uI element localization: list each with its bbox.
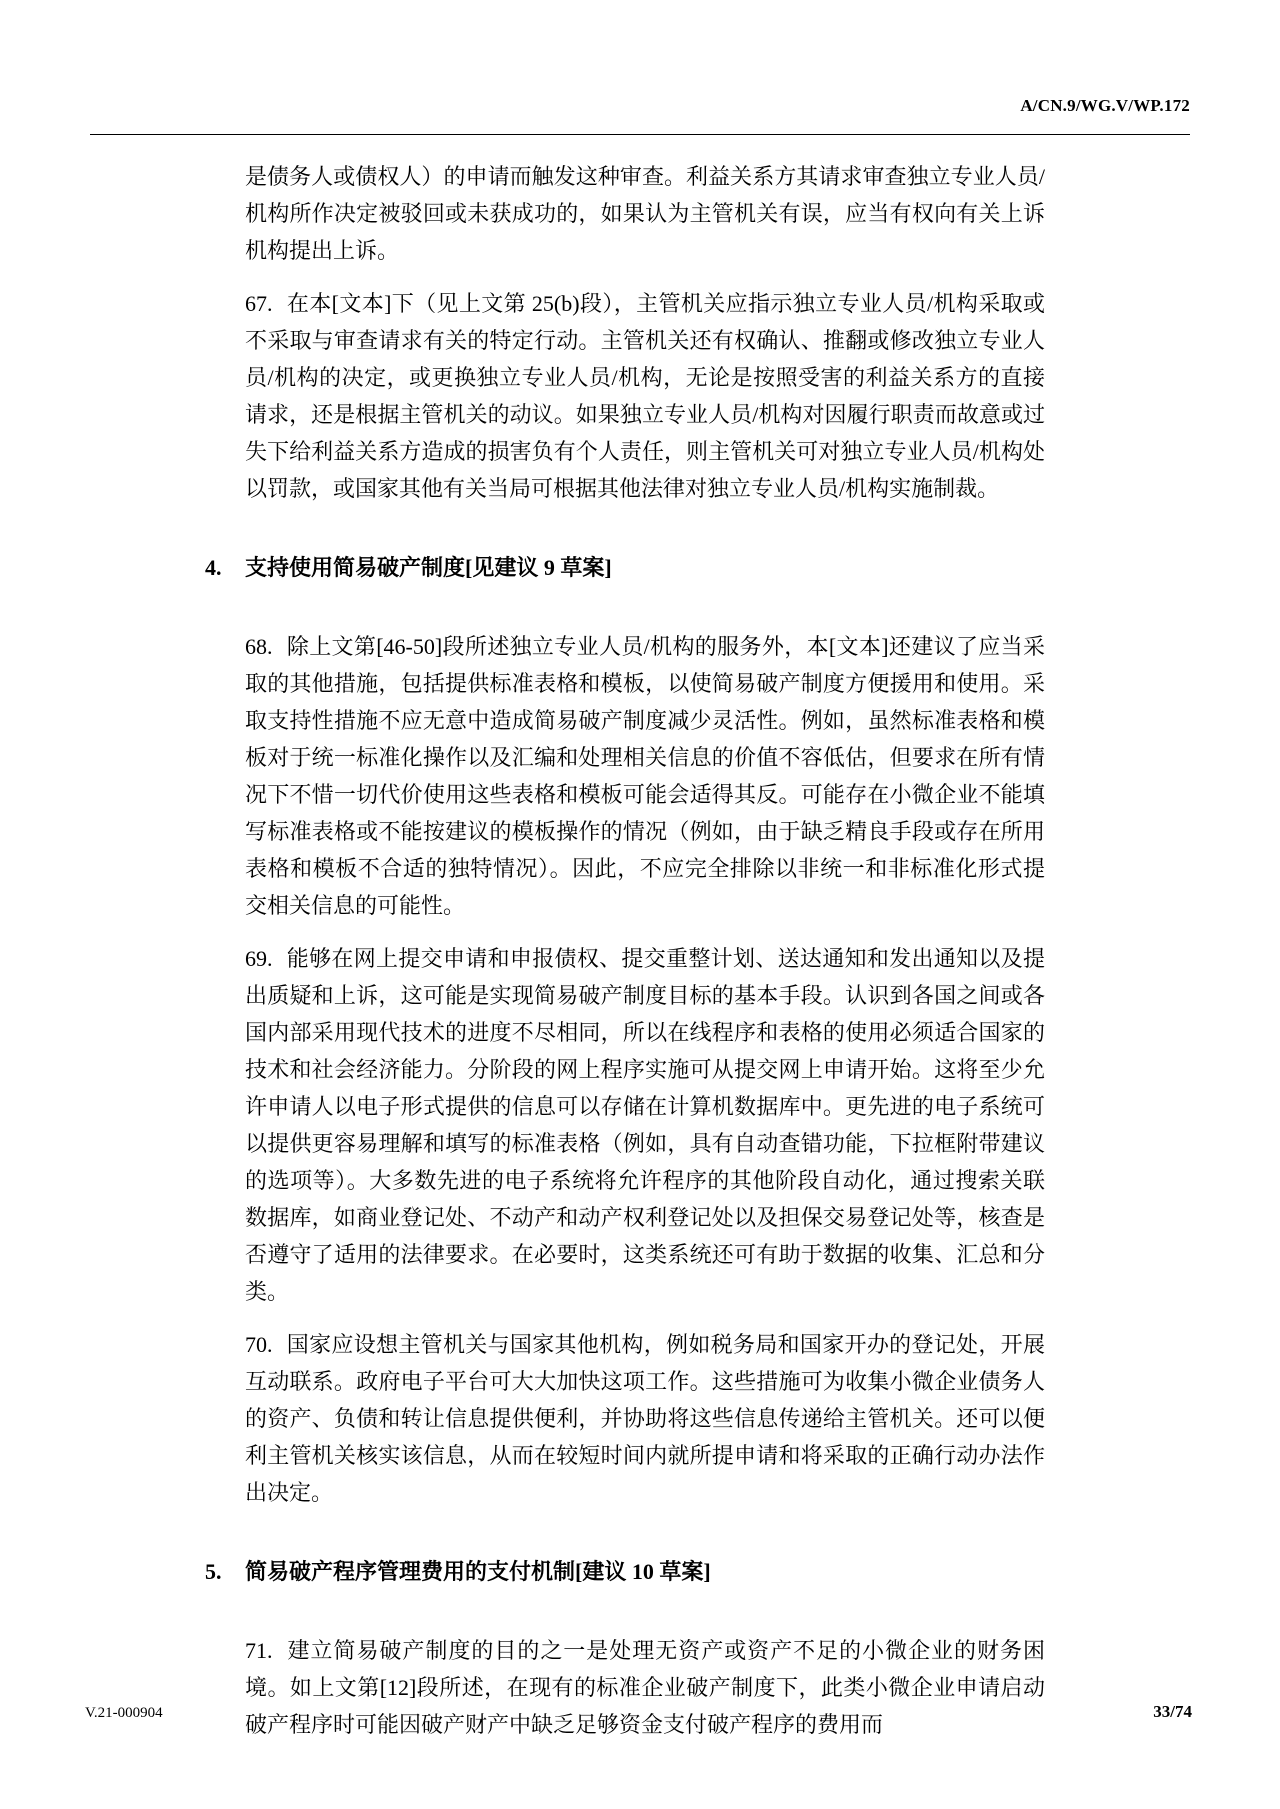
page-indicator: 33/74: [1153, 1702, 1192, 1721]
paragraph: [245, 940, 1045, 1310]
section-heading-number: 4.: [205, 555, 222, 580]
paragraph-text: 国家应设想主管机关与国家其他机构，例如税务局和国家开办的登记处，开展互动联系。政府电子平台可大大加快这项工作。这些措施可为收集小微企业债务人的资产、负债和转让信息提供便利，并协助将这些信息传递给主管机关。还可以便利主管机关核实该信息，从而在较短时间内就所提申请和将采取的正确行动办法作出决定。: [245, 1332, 1045, 1505]
section-heading-text: 简易破产程序管理费用的支付机制[建议 10 草案]: [245, 1559, 711, 1584]
paragraph: [245, 1632, 1045, 1743]
paragraph-text: 是债务人或债权人）的申请而触发这种审查。利益关系方其请求审查独立专业人员/机构所作决定被驳回或未获成功的，如果认为主管机关有误，应当有权向有关上诉机构提出上诉。: [245, 164, 1045, 263]
paragraph: [245, 628, 1045, 924]
section-heading-text: 支持使用简易破产制度[见建议 9 草案]: [245, 555, 612, 580]
paragraph-number: 71.: [245, 1638, 273, 1663]
section-heading-number: 5.: [205, 1559, 222, 1584]
section-heading: [205, 549, 1045, 586]
paragraph-text: 建立简易破产制度的目的之一是处理无资产或资产不足的小微企业的财务困境。如上文第[12]段所述，在现有的标准企业破产制度下，此类小微企业申请启动破产程序时可能因破产财产中缺乏足够资金支付破产程序的费用而: [245, 1638, 1045, 1737]
paragraph-number: 67.: [245, 291, 273, 316]
paragraph-text: 除上文第[46-50]段所述独立专业人员/机构的服务外，本[文本]还建议了应当采取的其他措施，包括提供标准表格和模板，以使简易破产制度方便援用和使用。采取支持性措施不应无意中造成简易破产制度减少灵活性。例如，虽然标准表格和模板对于统一标准化操作以及汇编和处理相关信息的价值不容低估，但要求在所有情况下不惜一切代价使用这些表格和模板可能会适得其反。可能存在小微企业不能填写标准表格或不能按建议的模板操作的情况（例如，由于缺乏精良手段或存在所用表格和模板不合适的独特情况）。因此，不应完全排除以非统一和非标准化形式提交相关信息的可能性。: [245, 634, 1045, 918]
paragraph-number: 69.: [245, 946, 273, 971]
section-heading: [205, 1553, 1045, 1590]
paragraph-text: 在本[文本]下（见上文第 25(b)段），主管机关应指示独立专业人员/机构采取或不采取与审查请求有关的特定行动。主管机关还有权确认、推翻或修改独立专业人员/机构的决定，或更换独立专业人员/机构，无论是按照受害的利益关系方的直接请求，还是根据主管机关的动议。如果独立专业人员/机构对因履行职责而故意或过失下给利益关系方造成的损害负有个人责任，则主管机关可对独立专业人员/机构处以罚款，或国家其他有关当局可根据其他法律对独立专业人员/机构实施制裁。: [245, 291, 1045, 501]
document-number: V.21-000904: [85, 1705, 163, 1721]
paragraph: [245, 1326, 1045, 1511]
paragraph-number: 68.: [245, 634, 273, 659]
page-footer: [85, 1702, 1192, 1722]
document-body: [205, 158, 1045, 1743]
document-symbol: A/CN.9/WG.V/WP.172: [1020, 96, 1190, 115]
paragraph: [245, 285, 1045, 507]
paragraph-text: 能够在网上提交申请和申报债权、提交重整计划、送达通知和发出通知以及提出质疑和上诉，这可能是实现简易破产制度目标的基本手段。认识到各国之间或各国内部采用现代技术的进度不尽相同，所以在线程序和表格的使用必须适合国家的技术和社会经济能力。分阶段的网上程序实施可从提交网上申请开始。这将至少允许申请人以电子形式提供的信息可以存储在计算机数据库中。更先进的电子系统可以提供更容易理解和填写的标准表格（例如，具有自动查错功能，下拉框附带建议的选项等）。大多数先进的电子系统将允许程序的其他阶段自动化，通过搜索关联数据库，如商业登记处、不动产和动产权利登记处以及担保交易登记处等，核查是否遵守了适用的法律要求。在必要时，这类系统还可有助于数据的收集、汇总和分类。: [245, 946, 1045, 1304]
header-rule: [90, 134, 1190, 135]
paragraph: [245, 158, 1045, 269]
paragraph-number: 70.: [245, 1332, 273, 1357]
